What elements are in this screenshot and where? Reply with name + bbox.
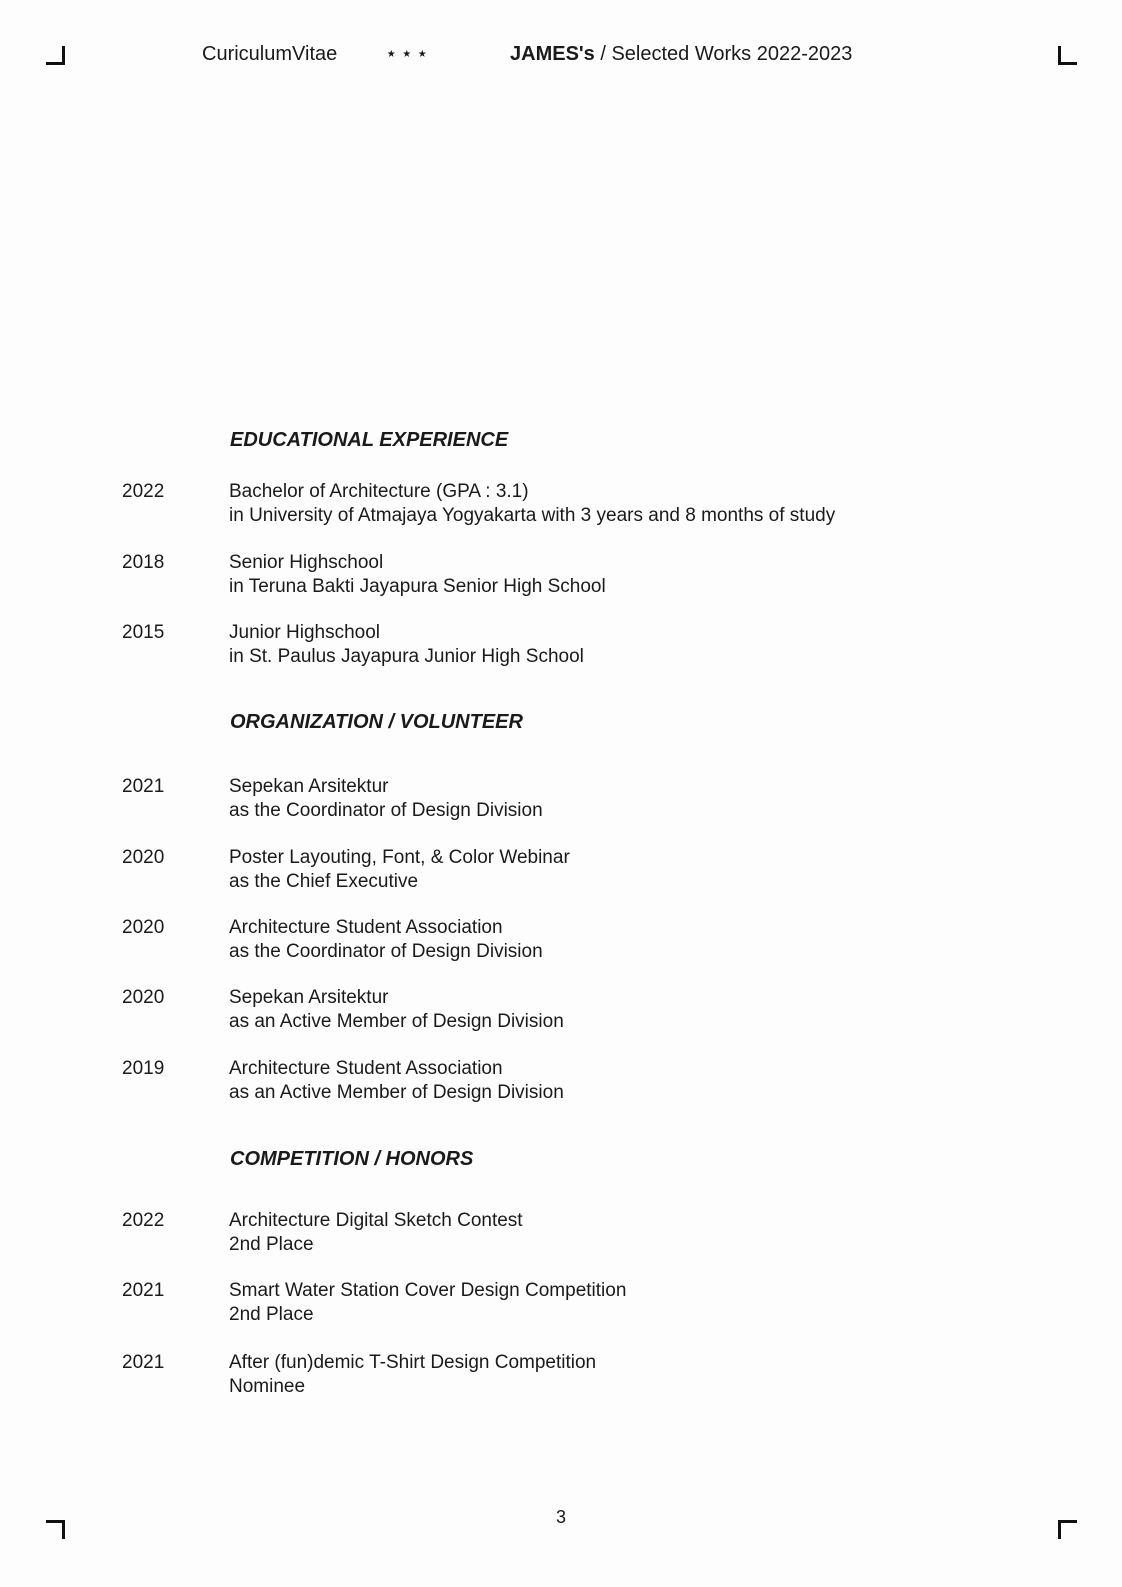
entry-year: 2015 [122,622,165,643]
entry-year: 2022 [122,481,165,502]
entry-title: Sepekan Arsitektur [229,776,389,797]
entry-title: Smart Water Station Cover Design Competition [229,1280,627,1301]
entry-detail: in Teruna Bakti Jayapura Senior High School [229,576,606,597]
entry-year: 2018 [122,552,165,573]
header-cv-label: CuriculumVitae [202,43,338,65]
entry-detail: Nominee [229,1376,306,1397]
entry-year: 2020 [122,847,165,868]
entry-detail: in University of Atmajaya Yogyakarta with 3 years and 8 months of study [229,505,836,526]
entry-title: Bachelor of Architecture (GPA : 3.1) [229,481,529,502]
entry-title: Architecture Digital Sketch Contest [229,1210,523,1231]
entry-title: Architecture Student Association [229,917,503,938]
header-name: JAMES's [510,43,595,65]
entry-year: 2022 [122,1210,165,1231]
entry-title: Architecture Student Association [229,1058,503,1079]
entry-detail: as the Coordinator of Design Division [229,941,543,962]
entry-year: 2020 [122,917,165,938]
header-title [510,42,852,66]
section-title-competition: COMPETITION / HONORS [230,1148,474,1170]
entry-year: 2021 [122,776,165,797]
section-title-education: EDUCATIONAL EXPERIENCE [230,429,509,451]
header-stars: ⋆⋆⋆ [385,43,432,65]
corner-mark-top-left [46,46,65,65]
entry-title: Sepekan Arsitektur [229,987,389,1008]
section-title-organization: ORGANIZATION / VOLUNTEER [230,711,523,733]
entry-title: Poster Layouting, Font, & Color Webinar [229,847,570,868]
entry-year: 2019 [122,1058,165,1079]
entry-detail: in St. Paulus Jayapura Junior High School [229,646,584,667]
entry-detail: as the Coordinator of Design Division [229,800,543,821]
entry-year: 2021 [122,1352,165,1373]
entry-detail: 2nd Place [229,1304,314,1325]
entry-year: 2021 [122,1280,165,1301]
entry-title: After (fun)demic T-Shirt Design Competition [229,1352,597,1373]
entry-detail: 2nd Place [229,1234,314,1255]
corner-mark-top-right [1058,46,1077,65]
entry-detail: as the Chief Executive [229,871,419,892]
entry-title: Junior Highschool [229,622,381,643]
entry-year: 2020 [122,987,165,1008]
header-subtitle: / Selected Works 2022-2023 [594,43,853,65]
entry-detail: as an Active Member of Design Division [229,1011,564,1032]
page-number: 3 [555,1507,566,1527]
entry-detail: as an Active Member of Design Division [229,1082,564,1103]
entry-title: Senior Highschool [229,552,384,573]
